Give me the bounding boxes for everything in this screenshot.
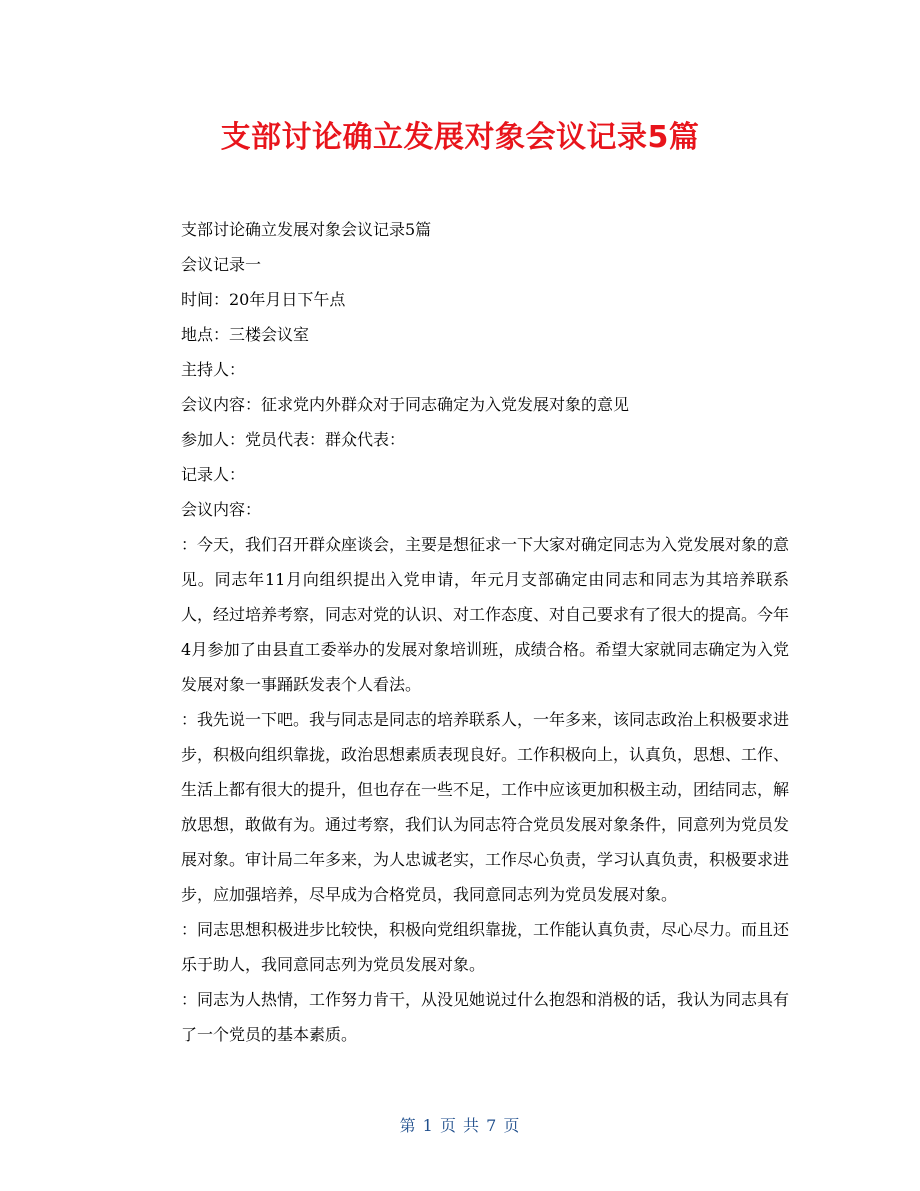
document-title: 支部讨论确立发展对象会议记录5篇: [220, 120, 700, 155]
body-line-recorder: 记录人：: [181, 465, 246, 484]
body-line-heading: 支部讨论确立发展对象会议记录5篇: [181, 220, 432, 239]
page-footer: 第 1 页 共 7 页: [399, 1116, 521, 1135]
paragraph-opening: ：今天，我们召开群众座谈会，主要是想征求一下大家对确定同志为入党发展对象的意见。同志年11月向组织提出入党申请，年元月支部确定由同志和同志为其培养联系人，经过培养考察，同志对党的认识、对工作态度、对自己要求有了很大的提高。今年4月参加了由县直工委举办的发展对象培训班，成绩合格。希望大家就同志确定为入党发展对象一事踊跃发表个人看法。: [181, 535, 790, 694]
paragraph-speaker-4: ：同志为人热情，工作努力肯干，从没见她说过什么抱怨和消极的话，我认为同志具有了一个党员的基本素质。: [181, 990, 790, 1044]
body-line-topic: 会议内容：征求党内外群众对于同志确定为入党发展对象的意见: [181, 395, 630, 414]
paragraph-speaker-2: ：我先说一下吧。我与同志是同志的培养联系人，一年多来，该同志政治上积极要求进步，积极向组织靠拢，政治思想素质表现良好。工作积极向上，认真负，思想、工作、生活上都有很大的提升，但也存在一些不足，工作中应该更加积极主动，团结同志，解放思想，敢做有为。通过考察，我们认为同志符合党员发展对象条件，同意列为党员发展对象。审计局二年多来，为人忠诚老实，工作尽心负责，学习认真负责，积极要求进步，应加强培养，尽早成为合格党员，我同意同志列为党员发展对象。: [181, 710, 790, 904]
body-line-host: 主持人：: [181, 360, 246, 379]
body-line-location: 地点：三楼会议室: [181, 325, 310, 344]
body-line-record-number: 会议记录一: [181, 255, 262, 274]
body-line-content-label: 会议内容：: [181, 500, 262, 519]
paragraph-speaker-3: ：同志思想积极进步比较快，积极向党组织靠拢，工作能认真负责，尽心尽力。而且还乐于助人，我同意同志列为党员发展对象。: [181, 920, 790, 974]
body-line-attendees: 参加人：党员代表：群众代表：: [181, 430, 406, 449]
body-line-time: 时间：20年月日下午点: [181, 290, 346, 309]
document-body: [181, 212, 789, 1052]
